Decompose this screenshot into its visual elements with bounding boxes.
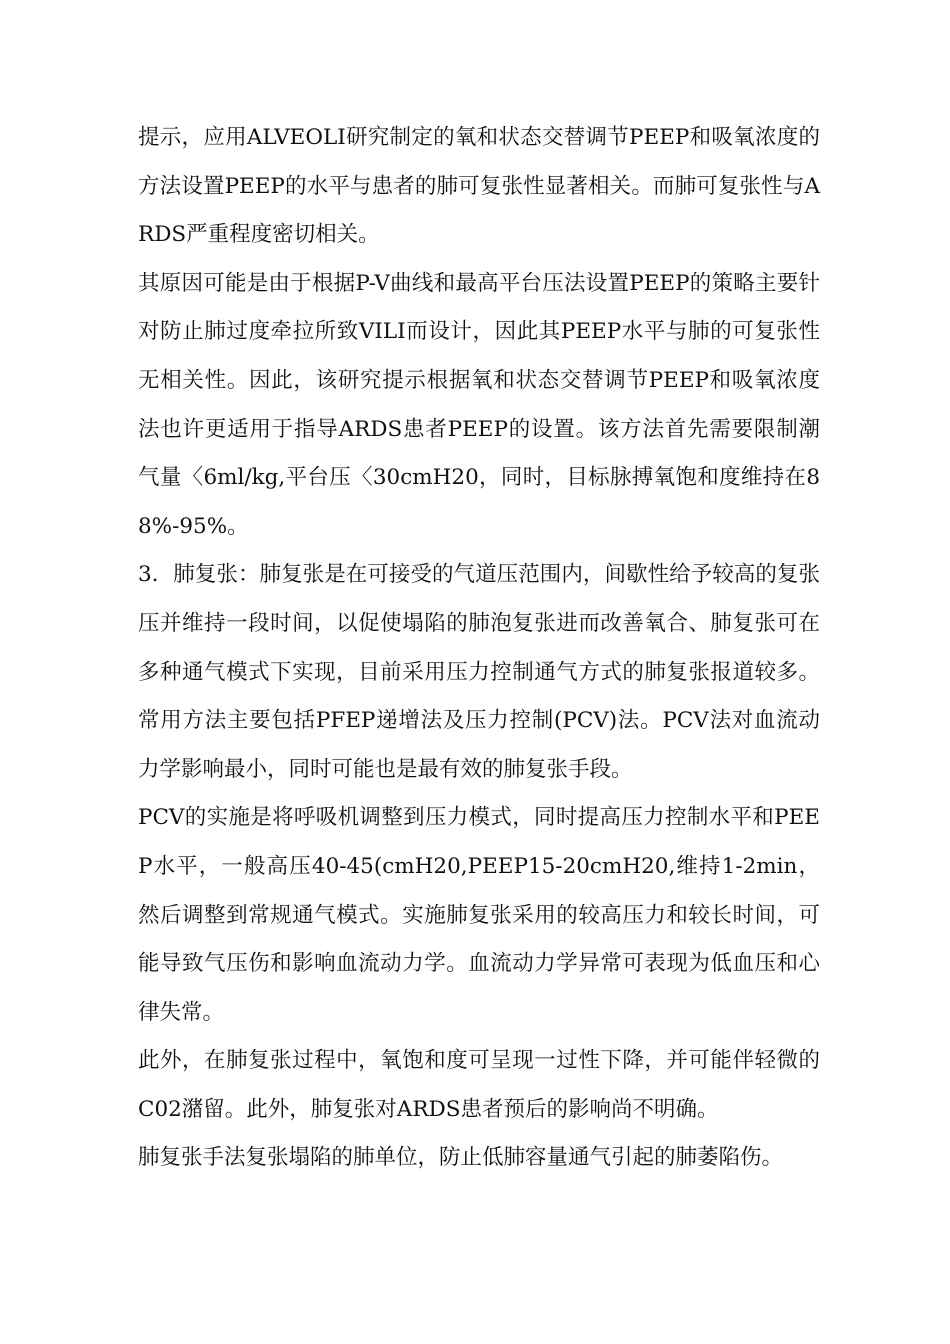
- document-page: [138, 114, 820, 1183]
- paragraph-lung-recruitment: 3．肺复张：肺复张是在可接受的气道压范围内，间歇性给予较高的复张压并维持一段时间，以促使塌陷的肺泡复张进而改善氧合、肺复张可在多种通气模式下实现，目前采用压力控制通气方式的肺复张报道较多。常用方法主要包括PFEP递增法及压力控制(PCV)法。PCV法对血流动力学影响最小，同时可能也是最有效的肺复张手段。: [138, 562, 820, 782]
- paragraph-reason-analysis: 其原因可能是由于根据P-V曲线和最高平台压法设置PEEP的策略主要针对防止肺过度牵拉所致VILI而设计，因此其PEEP水平与肺的可复张性无相关性。因此，该研究提示根据氧和状态交替调节PEEP和吸氧浓度法也许更适用于指导ARDS患者PEEP的设置。该方法首先需要限制潮气量〈6ml/kg,平台压〈30cmH20，同时，目标脉搏氧饱和度维持在88%-95%。: [138, 270, 820, 539]
- paragraph-pcv-implementation: PCV的实施是将呼吸机调整到压力模式，同时提高压力控制水平和PEEP水平，一般高压40-45(cmH20,PEEP15-20cmH20,维持1-2min，然后调整到常规通气模式。实施肺复张采用的较高压力和较长时间，可能导致气压伤和影响血流动力学。血流动力学异常可表现为低血压和心律失常。: [138, 805, 820, 1025]
- paragraph-oxygen-saturation: 此外，在肺复张过程中，氧饱和度可呈现一过性下降，并可能伴轻微的C02潴留。此外，肺复张对ARDS患者预后的影响尚不明确。: [138, 1048, 820, 1122]
- paragraph-peep-oxygenation: 提示，应用ALVEOLI研究制定的氧和状态交替调节PEEP和吸氧浓度的方法设置PEEP的水平与患者的肺可复张性显著相关。而肺可复张性与ARDS严重程度密切相关。: [138, 125, 820, 248]
- paragraph-recruitment-maneuver: 肺复张手法复张塌陷的肺单位，防止低肺容量通气引起的肺萎陷伤。: [138, 1145, 784, 1171]
